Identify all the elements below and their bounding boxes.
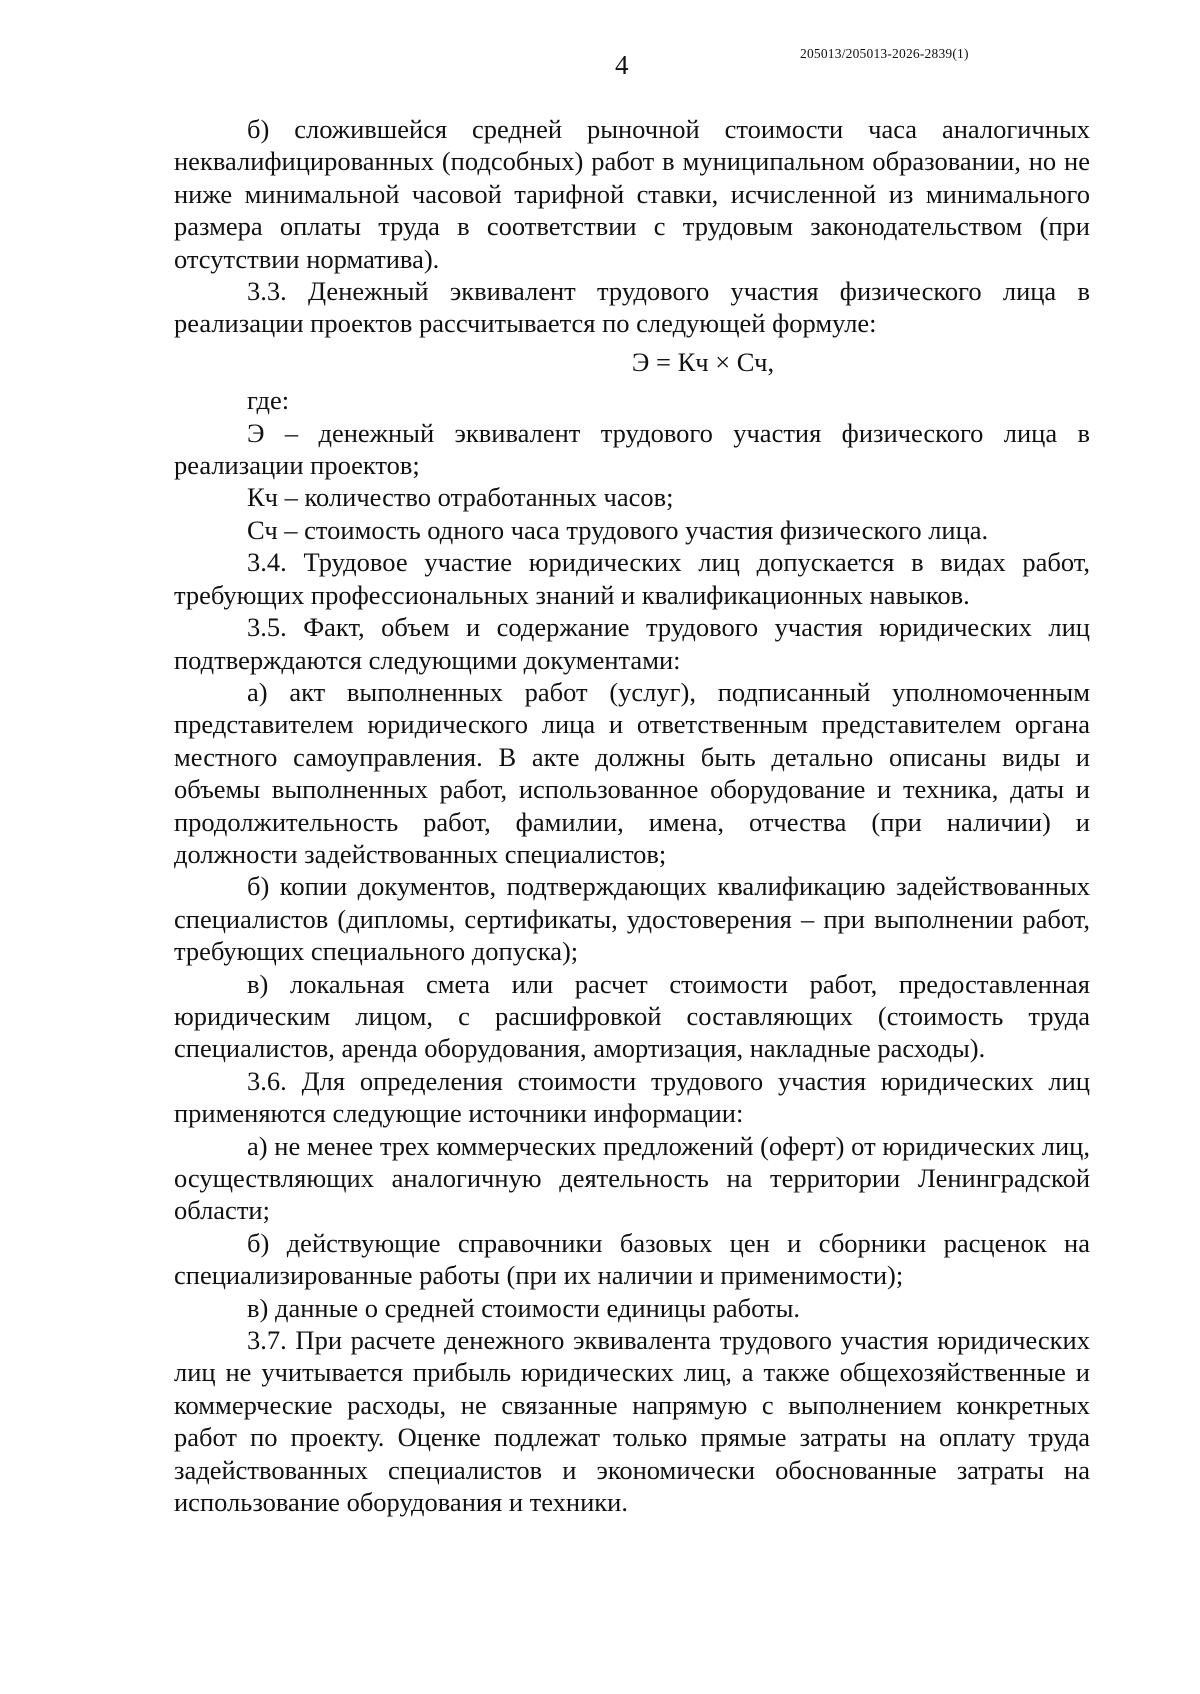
document-body (174, 113, 1090, 1518)
paragraph-3-6-v: в) данные о средней стоимости единицы работы. (247, 1292, 801, 1323)
paragraph-3-3: 3.3. Денежный эквивалент трудового участия физического лица в реализации проектов рассчитывается по следующей формуле: (174, 276, 1090, 339)
formula-definition-kch: Кч – количество отработанных часов; (247, 482, 674, 513)
page-number: 4 (615, 50, 629, 80)
formula-definition-e: Э – денежный эквивалент трудового участия физического лица в реализации проектов; (174, 417, 1090, 481)
formula: Э = Кч × Сч, (631, 346, 775, 377)
paragraph-3-6: 3.6. Для определения стоимости трудового участия юридических лиц применяются следующие источники информации: (174, 1065, 1090, 1129)
formula-definition-sch: Сч – стоимость одного часа трудового участия физического лица. (247, 514, 989, 545)
paragraph-3-4: 3.4. Трудовое участие юридических лиц допускается в видах работ, требующих профессиональных знаний и квалификационных навыков. (174, 547, 1090, 610)
paragraph-item-b-market-cost: б) сложившейся средней рыночной стоимости часа аналогичных неквалифицированных (подсобных) работ в муниципальном образовании, но не ниже минимальной часовой тарифной ставки, исчисленной из минимального размера оплаты труда в соответствии с трудовым законодательством (при отсутствии норматива). (174, 114, 1090, 274)
paragraph-3-6-b: б) действующие справочники базовых цен и сборники расценок на специализированные работы (при их наличии и применимости); (174, 1227, 1090, 1291)
paragraph-3-6-a: а) не менее трех коммерческих предложений (оферт) от юридических лиц, осуществляющих аналогичную деятельность на территории Ленинградской области; (174, 1130, 1090, 1226)
paragraph-3-5-b: б) копии документов, подтверждающих квалификацию задействованных специалистов (дипломы, сертификаты, удостоверения – при выполнении работ, требующих специального допуска); (174, 871, 1090, 967)
formula-where-label: где: (247, 385, 290, 416)
paragraph-3-7: 3.7. При расчете денежного эквивалента трудового участия юридических лиц не учитывается прибыль юридических лиц, а также общехозяйственные и коммерческие расходы, не связанные напрямую с выполнением конкретных работ по проекту. Оценке подлежат только прямые затраты на оплату труда задействованных специалистов и экономически обоснованные затраты на использование оборудования и техники. (174, 1325, 1090, 1518)
document-id: 205013/205013-2026-2839(1) (800, 46, 969, 61)
paragraph-3-5: 3.5. Факт, объем и содержание трудового участия юридических лиц подтверждаются следующими документами: (174, 612, 1090, 675)
paragraph-3-5-a: а) акт выполненных работ (услуг), подписанный уполномоченным представителем юридического лица и ответственным представителем органа местного самоуправления. В акте должны быть детально описаны виды и объемы выполненных работ, использованное оборудование и техника, даты и продолжительность работ, фамилии, имена, отчества (при наличии) и должности задействованных специалистов; (174, 676, 1090, 869)
paragraph-3-5-v: в) локальная смета или расчет стоимости работ, предоставленная юридическим лицом, с расшифровкой составляющих (стоимость труда специалистов, аренда оборудования, амортизация, накладные расходы). (174, 968, 1090, 1064)
